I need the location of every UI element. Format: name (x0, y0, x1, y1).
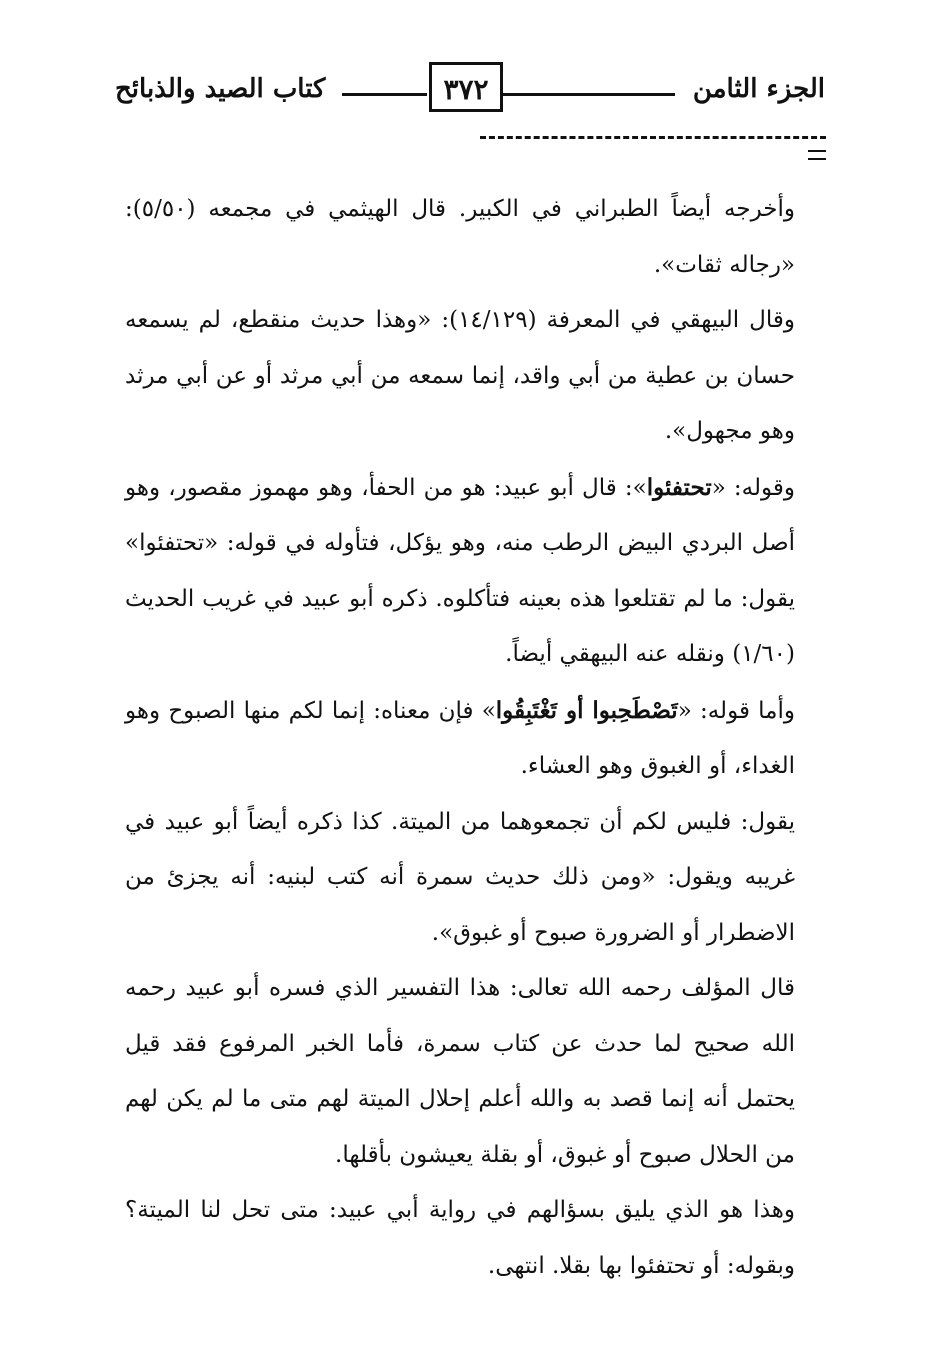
book-title: كتاب الصيد والذبائح (115, 74, 326, 104)
part-label: الجزء الثامن (692, 74, 825, 104)
paragraph-4-lead: وأما قوله: « (677, 697, 795, 724)
paragraph-4-rest: » فإن معناه: إنما لكم منها الصبوح وهو الغداء، أو الغبوق وهو العشاء. (125, 697, 795, 779)
header-equals-mark (808, 150, 826, 160)
header-dashed-rule (480, 136, 826, 139)
paragraph-4-term: تَصْطَحِبوا أو تَغْتَبِقُوا (495, 696, 678, 724)
paragraph-3-rest: »: قال أبو عبيد: هو من الحفأ، وهو مهموز مقصور، وهو أصل البردي البيض الرطب منه، وهو يؤكل، فتأوله في قوله: «تحتفئوا» يقول: ما لم تقتلعوا هذه بعينه فتأكلوه. ذكره أبو عبيد في غريب الحديث (١/٦٠) ونقله عنه البيهقي أيضاً. (125, 474, 795, 667)
paragraph-6: قال المؤلف رحمه الله تعالى: هذا التفسير الذي فسره أبو عبيد رحمه الله صحيح لما حدث عن كتاب سمرة، فأما الخبر المرفوع فقد قيل يحتمل أنه إنما قصد به والله أعلم إحلال الميتة لهم متى ما لم يكن لهم من الحلال صبوح أو غبوق، أو بقلة يعيشون بأقلها. (125, 975, 795, 1168)
paragraph-3-lead: وقوله: « (711, 474, 795, 501)
header-rule-left (342, 93, 427, 96)
page-header (115, 60, 825, 120)
paragraph-2: وقال البيهقي في المعرفة (١٤/١٢٩): «وهذا حديث منقطع، لم يسمعه حسان بن عطية من أبي واقد، إنما سمعه من أبي مرثد أو عن أبي مرثد وهو مجهول». (125, 307, 795, 444)
header-rule-right (500, 93, 675, 96)
page-number: ٣٧٢ (429, 62, 503, 112)
paragraph-1: وأخرجه أيضاً الطبراني في الكبير. قال الهيثمي في مجمعه (٥/٥٠): «رجاله ثقات». (125, 196, 795, 278)
paragraph-7: وهذا هو الذي يليق بسؤالهم في رواية أبي عبيد: متى تحل لنا الميتة؟ وبقوله: أو تحتفئوا بها بقلا. انتهى. (125, 1197, 795, 1279)
paragraph-3-term: تحتفئوا (646, 473, 712, 501)
page-body (125, 182, 795, 1294)
paragraph-5: يقول: فليس لكم أن تجمعوهما من الميتة. كذا ذكره أيضاً أبو عبيد في غريبه ويقول: «ومن ذلك حديث سمرة أنه كتب لبنيه: أنه يجزئ من الاضطرار أو الضرورة صبوح أو غبوق». (125, 808, 795, 946)
paragraph-4 (125, 683, 795, 795)
paragraph-3 (125, 460, 795, 683)
